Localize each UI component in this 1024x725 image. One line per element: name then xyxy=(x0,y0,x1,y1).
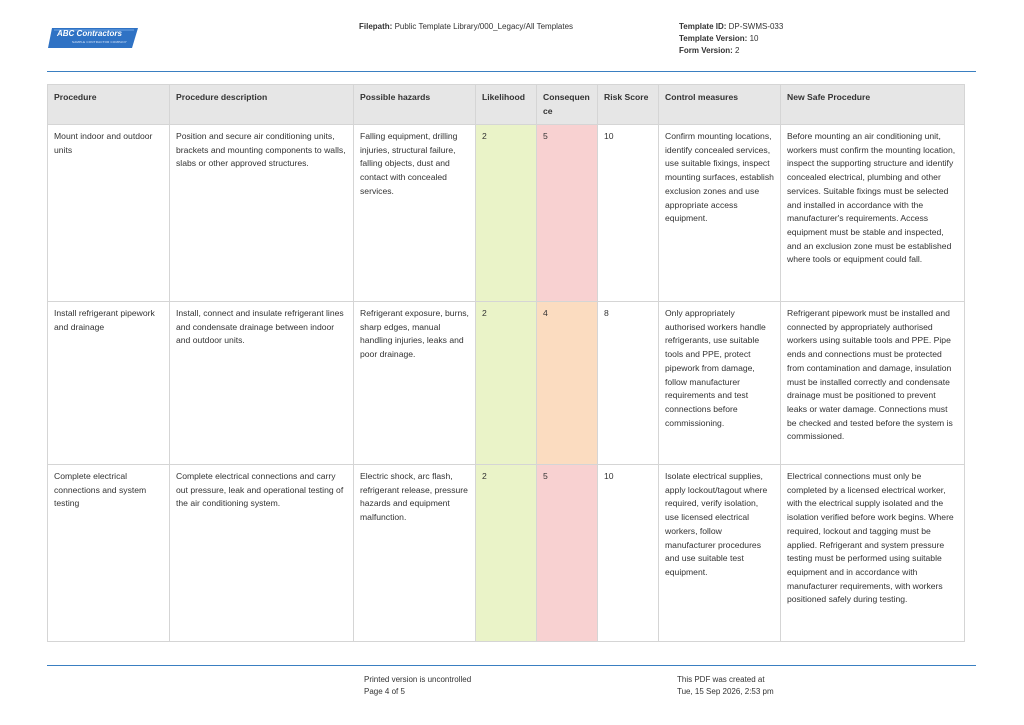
template-version-label: Template Version: xyxy=(679,34,748,43)
footer-left xyxy=(364,674,471,698)
cell-new-safe: Electrical connections must only be completed by a licensed electrical worker, with the electrical supply isolated and the isolation verified before work begins. Where required, lockout and tagging must be applied. Refrigerant and system pressure testing must be performed using suitable equipment and in accordance with manufacturer requirements, with workers positioned safely during testing. xyxy=(781,465,965,642)
col-header-consequence: Consequence xyxy=(537,85,598,125)
col-header-hazards: Possible hazards xyxy=(354,85,476,125)
table-row xyxy=(48,125,965,302)
cell-hazards: Refrigerant exposure, burns, sharp edges, manual handling injuries, leaks and poor drainage. xyxy=(354,302,476,465)
cell-hazards: Electric shock, arc flash, refrigerant release, pressure hazards and equipment malfunction. xyxy=(354,465,476,642)
cell-likelihood: 2 xyxy=(476,125,537,302)
uncontrolled-notice: Printed version is uncontrolled xyxy=(364,675,472,684)
template-version-value: 10 xyxy=(749,34,759,43)
cell-description: Install, connect and insulate refrigerant lines and condensate drainage between indoor and outdoor units. xyxy=(170,302,354,465)
col-header-procedure: Procedure xyxy=(48,85,170,125)
cell-risk-score: 8 xyxy=(598,302,659,465)
cell-procedure: Complete electrical connections and system testing xyxy=(48,465,170,642)
filepath-value: Public Template Library/000_Legacy/All Templates xyxy=(394,22,574,31)
cell-consequence: 4 xyxy=(537,302,598,465)
swms-table xyxy=(47,84,965,642)
page-number: Page 4 of 5 xyxy=(364,687,405,696)
cell-procedure: Install refrigerant pipework and drainage xyxy=(48,302,170,465)
cell-description: Position and secure air conditioning units, brackets and mounting components to walls, slabs or other approved structures. xyxy=(170,125,354,302)
cell-control: Only appropriately authorised workers handle refrigerants, use suitable tools and PPE, protect pipework from damage, follow manufacturer requirements and test connections before commissioning. xyxy=(659,302,781,465)
form-version-value: 2 xyxy=(735,46,740,55)
cell-new-safe: Refrigerant pipework must be installed and connected by appropriately authorised workers using suitable tools and PPE. Pipe ends and connections must be protected from contamination and damage, insulation must be installed correctly and condensate drainage must be positioned to prevent leaks or water damage. Connections must be checked and tested before the system is commissioned. xyxy=(781,302,965,465)
col-header-likelihood: Likelihood xyxy=(476,85,537,125)
cell-consequence: 5 xyxy=(537,465,598,642)
header-divider xyxy=(47,71,976,72)
brand-name: ABC Contractors xyxy=(57,29,122,38)
cell-hazards: Falling equipment, drilling injuries, structural failure, falling objects, dust and contact with concealed services. xyxy=(354,125,476,302)
footer-right xyxy=(677,674,774,698)
col-header-risk-score: Risk Score xyxy=(598,85,659,125)
filepath-label: Filepath: xyxy=(359,22,393,31)
company-logo xyxy=(48,26,138,50)
table-row xyxy=(48,302,965,465)
cell-risk-score: 10 xyxy=(598,125,659,302)
col-header-new-safe: New Safe Procedure xyxy=(781,85,965,125)
cell-likelihood: 2 xyxy=(476,465,537,642)
filepath xyxy=(359,21,573,33)
form-version-label: Form Version: xyxy=(679,46,733,55)
brand-tagline: SAMPLE CONTRACTOR COMPANY xyxy=(72,40,127,44)
created-label: This PDF was created at xyxy=(677,675,765,684)
table-row xyxy=(48,465,965,642)
template-id-value: DP-SWMS-033 xyxy=(728,22,784,31)
footer-divider xyxy=(47,665,976,666)
cell-control: Confirm mounting locations, identify concealed services, use suitable fixings, inspect mounting surfaces, establish exclusion zones and use appropriate access equipment. xyxy=(659,125,781,302)
cell-consequence: 5 xyxy=(537,125,598,302)
cell-control: Isolate electrical supplies, apply lockout/tagout where required, verify isolation, use licensed electrical workers, follow manufacturer procedures and use suitable test equipment. xyxy=(659,465,781,642)
template-id-label: Template ID: xyxy=(679,22,727,31)
created-timestamp: Tue, 15 Sep 2026, 2:53 pm xyxy=(677,687,774,696)
table-header-row xyxy=(48,85,965,125)
cell-description: Complete electrical connections and carry out pressure, leak and operational testing of the air conditioning system. xyxy=(170,465,354,642)
template-meta xyxy=(679,21,783,57)
col-header-description: Procedure description xyxy=(170,85,354,125)
cell-likelihood: 2 xyxy=(476,302,537,465)
cell-procedure: Mount indoor and outdoor units xyxy=(48,125,170,302)
cell-risk-score: 10 xyxy=(598,465,659,642)
cell-new-safe: Before mounting an air conditioning unit, workers must confirm the mounting location, inspect the supporting structure and identify concealed electrical, plumbing and other services. Suitable fixings must be selected and installed in accordance with the manufacturer's requirements. Access equipment must be stable and inspected, and an exclusion zone must be established where tools or equipment could fall. xyxy=(781,125,965,302)
col-header-control: Control measures xyxy=(659,85,781,125)
